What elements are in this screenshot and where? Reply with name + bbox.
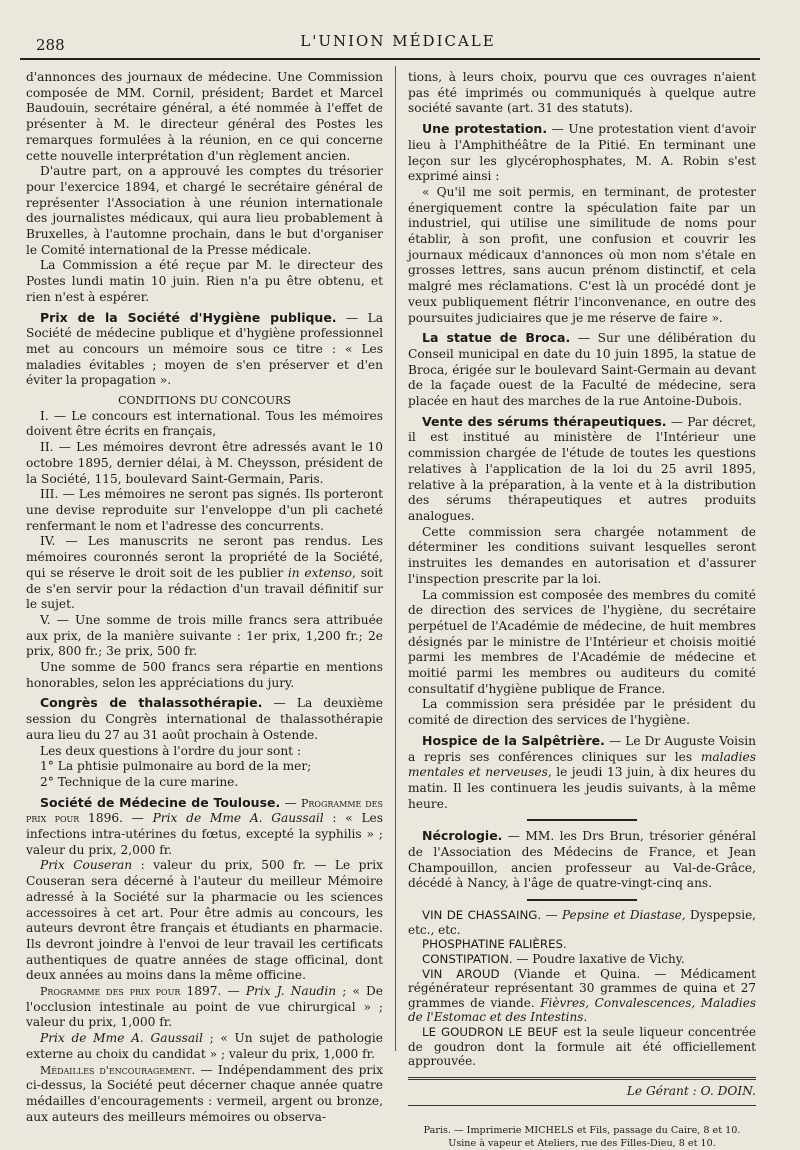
thalasso-article — [26, 695, 383, 743]
toulouse-article — [26, 795, 383, 859]
condition-item: Une somme de 500 francs sera répartie en mentions honorables, selon les appréciations du jury. — [26, 660, 383, 690]
ad-item — [408, 952, 756, 967]
paragraph: tions, à leurs choix, pourvu que ces ouvrages n'aient pas été imprimés ou communiqués à quelque autre société savante (art. 31 des statuts). — [408, 70, 756, 116]
condition-item: III. — Les mémoires ne seront pas signés. Ils porteront une devise reproduite sur l'enveloppe d'un pli cacheté renfermant le nom et l'adresse des concurrents. — [26, 487, 383, 533]
condition-item: II. — Les mémoires devront être adressés avant le 10 octobre 1895, dernier délai, à M. Cheysson, président de la Société, 115, boulevard Saint-Germain, Paris. — [26, 440, 383, 486]
list-item: 1° La phtisie pulmonaire au bord de la mer; — [40, 759, 312, 774]
ad-item — [408, 1025, 756, 1069]
italic-span: in extenso — [287, 565, 352, 580]
section-heading: Congrès de thalassothérapie. — [40, 695, 263, 711]
text-span: — Poudre laxative de Vichy. — [512, 951, 685, 966]
protest-article — [408, 121, 756, 185]
article-text: — La deuxième session du Congrès international de thalassothérapie aura lieu du 27 au 31 août prochain à Ostende. — [26, 696, 383, 742]
text-span: , le jeudi 13 juin, à dix heures du matin. Il les continuera les jeudis suivants, à la même heure. — [408, 765, 757, 811]
paragraph: D'autre part, on a approuvé les comptes du trésorier pour l'exercice 1894, et chargé le secrétaire général de représenter l'Association à une réunion internationale des journalistes médicaux, qui aura lieu probablement à Bruxelles, à l'automne prochain, dans le but d'organiser le Comité international de la Presse médicale. — [26, 164, 383, 257]
page-number: 288 — [36, 36, 65, 54]
list-item: 2° Technique de la cure marine. — [40, 774, 239, 789]
article-text: — Par décret, il est institué au ministère de l'Intérieur une commission chargée de l'étude de toutes les questions relatives à l'application de la loi du 25 avril 1895, relative à la préparation, à la vente et à la distribution des sérums thérapeutiques et autres produits analogues. — [408, 414, 756, 523]
article-text: — Une protestation vient d'avoir lieu à l'Amphithéâtre de la Pitié. En terminant une leçon sur les glycérophosphates, M. A. Robin s'est exprimé ainsi : — [408, 122, 756, 184]
section-rule — [527, 899, 637, 901]
paragraph — [26, 858, 383, 984]
italic-span: Prix Couseran — [40, 858, 133, 873]
footer-rule — [408, 1077, 756, 1080]
text-span: 1897. — — [180, 984, 246, 999]
smallcaps-span: Médailles d'encouragement. — [40, 1063, 195, 1077]
ad-heading: VIN DE CHASSAING. — [422, 908, 542, 923]
ad-heading: LE GOUDRON LE BEUF — [422, 1024, 559, 1039]
text-span: Dyspepsie, etc., etc. — [408, 908, 756, 937]
paragraph: La commission est composée des membres du comité de direction des services de l'hygiène, du secrétaire perpétuel de l'Académie de médecine, de huit membres désignés par le ministre de l'Intérieur et choisis moitié parmi les membres de l'Académie de médecine et moitié parmi les membres ou auditeurs du comité consultatif d'hygiène publique de France. — [408, 587, 756, 696]
printer-rule — [408, 1105, 756, 1106]
paragraph — [26, 984, 383, 1031]
paragraph: Cette commission sera chargée notamment de déterminer les conditions suivant lesquelles seront instruites les demandes en autorisation et d'assurer l'inspection prescrite par la loi. — [408, 524, 756, 586]
text-span: — Indépendamment des prix ci-dessus, la Société peut décerner chaque année quatre médailles d'encouragements : vermeil, argent ou bronze, aux auteurs des meilleurs mémoires ou observa- — [26, 1062, 383, 1124]
salpetriere-article — [408, 733, 756, 813]
printer-line: Paris. — Imprimerie MICHELS et Fils, passage du Caire, 8 et 10. — [423, 1125, 741, 1137]
paragraph: La Commission a été reçue par M. le directeur des Postes lundi matin 10 juin. Rien n'a pu être obtenu, et rien n'est à espérer. — [26, 258, 383, 304]
serums-article — [408, 414, 756, 525]
running-title: L'UNION MÉDICALE — [300, 32, 496, 50]
paragraph — [26, 1063, 383, 1126]
italic-span: Prix de Mme A. Gaussail — [152, 811, 324, 826]
section-rule — [527, 819, 637, 821]
left-column — [26, 70, 383, 1125]
text-span: est la seule liqueur concentrée de goudron dont la formule ait été officiellement approuvée. — [408, 1024, 756, 1069]
text-span: ; « De l'occlusion intestinale au point de vue chirurgical » ; valeur du prix, 1,000 fr. — [26, 984, 384, 1030]
right-column — [408, 70, 756, 1150]
necrology-article — [408, 828, 756, 892]
advertisements — [408, 908, 756, 1069]
italic-span: maladies mentales et nerveuses — [408, 749, 756, 780]
quote: « Qu'il me soit permis, en terminant, de protester énergiquement contre la spéculation faite par un industriel, qui utilise une similitude de noms pour établir, à son profit, une confusion et couvrir les journaux médicaux d'annonces où mon nom s'étale en grosses lettres, sans aucun prénom distinctif, et cela malgré mes réclamations. C'est là un procédé dont je veux publiquement flétrir l'inconvenance, en outre des poursuites judiciaires que je me réserve de faire ». — [408, 184, 756, 325]
printer-imprint — [408, 1124, 756, 1150]
italic-span: Prix de Mme A. Gaussail — [40, 1031, 203, 1046]
article-text: — MM. les Drs Brun, trésorier général de l'Association des Médecins de France, et Jean Champouillon, ancien professeur au Val-de-Grâce, décédé à Nancy, à l'âge de quatre-vingt-cinq ans. — [408, 829, 756, 891]
text-span: , soit de s'en servir pour la rédaction d'un travail définitif sur le sujet. — [26, 565, 383, 612]
text-span: : « Les infections intra-utérines du fœtus, excepté la syphilis » ; valeur du prix, 2,000 fr. — [26, 811, 384, 857]
italic-span: — Pepsine et Diastase, — [541, 908, 686, 923]
smallcaps-span: Programme des prix pour — [40, 985, 181, 999]
condition-item — [26, 534, 383, 613]
header-rule — [20, 58, 760, 60]
section-heading: La statue de Broca. — [422, 330, 571, 346]
condition-item: I. — Le concours est international. Tous les mémoires doivent être écrits en français, — [26, 408, 383, 439]
text-span: 1896. — — [79, 811, 153, 826]
smallcaps-span: Programme des prix pour — [26, 796, 383, 826]
text-span: — Le Dr Auguste Voisin a repris ses conférences cliniques sur les — [408, 733, 756, 764]
section-heading: Prix de la Société d'Hygiène publique. — [40, 309, 337, 325]
conditions-heading: CONDITIONS DU CONCOURS — [118, 394, 291, 408]
gerant-signature: Le Gérant : O. DOIN. — [626, 1083, 756, 1098]
paragraph: Les deux questions à l'ordre du jour sont : — [40, 743, 302, 758]
column-divider — [395, 66, 396, 1051]
ad-heading: VIN AROUD — [422, 966, 500, 981]
section-heading: Hospice de la Salpêtrière. — [422, 732, 605, 748]
italic-span: Prix J. Naudin — [245, 984, 337, 999]
paragraph: d'annonces des journaux de médecine. Une Commission composée de MM. Cornil, président; Bardet et Marcel Baudouin, secrétaire général, a été nommée à l'effet de présenter à M. le directeur général des Postes les remarques formulées à la réunion, en ce qui concerne cette nouvelle interprétation d'un règlement ancien. — [26, 70, 383, 163]
text-span: : valeur du prix, 500 fr. — Le prix Couseran sera décerné à l'auteur du meilleur Mémoire adressé à la Société sur la pharmacie ou les sciences accessoires à cet art. Pour être admis au concours, les auteurs devront être français et étudiants en pharmacie. Ils devront joindre à l'envoi de leur travail les certificats authentiques de quatre années de stage officinal, dont deux années au moins dans la même officine. — [26, 858, 384, 983]
text-span: (Viande et Quina. — Médicament régénérateur représentant 30 grammes de quina et 27 grammes de viande. — [408, 966, 756, 1010]
text-span: IV. — Les manuscrits ne seront pas rendus. Les mémoires couronnés seront la propriété de la Société, qui se réserve le droit soit de les publier — [26, 534, 383, 580]
hygiene-article — [26, 310, 383, 390]
section-heading: Nécrologie. — [422, 828, 503, 844]
ad-item — [408, 967, 756, 1025]
ad-item — [408, 937, 756, 952]
ad-item — [408, 908, 756, 937]
italic-span: Fièvres, Convalescences, Maladies de l'Estomac et des Intestins. — [408, 995, 756, 1025]
text-span: — — [280, 795, 301, 810]
paragraph: La commission sera présidée par le président du comité de direction des services de l'hygiène. — [408, 697, 756, 728]
printer-line: Usine à vapeur et Ateliers, rue des Filles-Dieu, 8 et 10. — [448, 1138, 716, 1150]
page-header — [36, 28, 760, 56]
ad-heading: PHOSPHATINE FALIÈRES. — [422, 937, 567, 952]
ad-heading: CONSTIPATION. — [422, 951, 513, 966]
paragraph — [26, 1031, 383, 1062]
text-span: ; « Un sujet de pathologie externe au choix du candidat » ; valeur du prix, 1,000 fr. — [26, 1031, 384, 1061]
article-text: — La Société de médecine publique et d'hygiène professionnel met au concours un mémoire sous ce titre : « Les maladies évitables ; moyen de s'en préserver et d'en éviter la propagation ». — [26, 310, 384, 388]
condition-item: V. — Une somme de trois mille francs sera attribuée aux prix, de la manière suivante : 1er prix, 1,200 fr.; 2e prix, 800 fr.; 3e prix, 500 fr. — [26, 612, 383, 659]
section-heading: Une protestation. — [422, 121, 548, 137]
section-heading: Vente des sérums thérapeutiques. — [422, 413, 667, 429]
section-heading: Société de Médecine de Toulouse. — [40, 794, 281, 810]
article-text: — Sur une délibération du Conseil municipal en date du 10 juin 1895, la statue de Broca, érigée sur le boulevard Saint-Germain au devant de la façade ouest de la Faculté de médecine, sera placée en haut des marches de la rue Antoine-Dubois. — [408, 331, 756, 409]
broca-article — [408, 330, 756, 410]
